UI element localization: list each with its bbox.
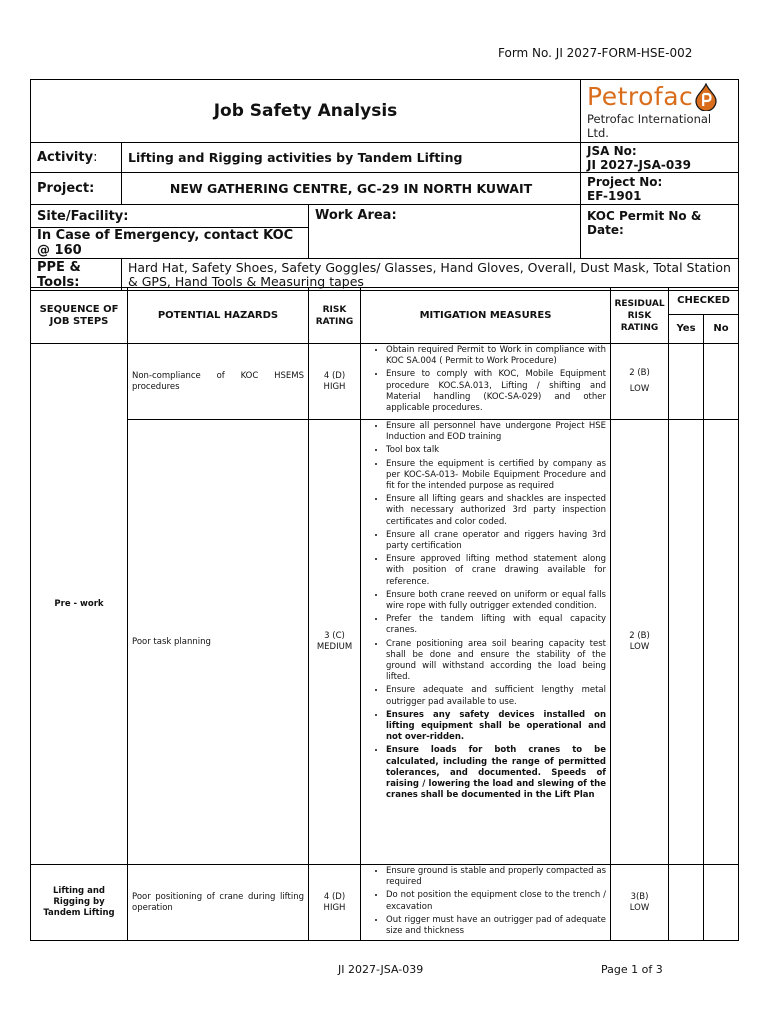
hazard-cell: Poor positioning of crane during lifting operation [128,865,309,941]
footer-document-number: JI 2027-JSA-039 [338,963,424,976]
jsa-table [30,287,739,941]
mitigation-item: • Ensure loads for both cranes to be calculated, including the range of permitted tolerances, and documented. Speeds of raising / lowering the load and slewing of the cranes shall be documented in the Lift Plan [386,745,606,801]
header-table [30,79,739,291]
step-pre-work: Pre - work [31,344,128,865]
logo-subtitle: Petrofac International Ltd. [587,112,712,140]
table-row [31,865,739,941]
work-area-label: Work Area: [309,205,581,259]
checked-no-cell[interactable] [704,865,739,941]
logo-wordmark: Petrofac [587,82,694,111]
header-checked: CHECKED [669,288,739,315]
koc-permit-label: KOC Permit No & Date: [581,205,739,259]
mitigation-item: • Ensure all crane operator and riggers having 3rd party certification [386,530,606,552]
mitigation-item: • Ensures any safety devices installed on lifting equipment shall be operational and not over-ridden. [386,710,606,744]
table-row [31,420,739,865]
mitigation-item: • Ensure both crane reeved on uniform or equal falls wire rope with fully outrigger extended condition. [386,590,606,612]
header-no: No [704,315,739,344]
project-value: NEW GATHERING CENTRE, GC-29 IN NORTH KUWAIT [122,173,581,205]
header-hazards: POTENTIAL HAZARDS [128,288,309,344]
risk-cell: 4 (D) HIGH [309,344,361,420]
mitigation-item: • Ensure all lifting gears and shackles are inspected with necessary authorized 3rd party inspection certificates and color coded. [386,494,606,528]
mitigation-cell [361,420,611,865]
mitigation-item: • Obtain required Permit to Work in compliance with KOC SA.004 ( Permit to Work Procedure) [386,345,606,367]
checked-yes-cell[interactable] [669,865,704,941]
mitigation-item: • Ensure all personnel have undergone Project HSE Induction and EOD training [386,421,606,443]
header-residual: RESIDUAL RISK RATING [611,288,669,344]
hazard-cell: Poor task planning [128,420,309,865]
residual-cell: 2 (B) LOW [611,344,669,420]
mitigation-item: • Ensure the equipment is certified by company as per KOC-SA-013- Mobile Equipment Procedure and fit for the intended purpose as required [386,459,606,493]
header-risk: RISK RATING [309,288,361,344]
header-mitigation: MITIGATION MEASURES [361,288,611,344]
checked-no-cell[interactable] [704,344,739,420]
mitigation-item: • Crane positioning area soil bearing capacity test shall be done and ensure the stability of the ground will withstand according the load being lifted. [386,639,606,684]
ppe-label: PPE & Tools: [31,259,122,291]
risk-cell: 4 (D) HIGH [309,865,361,941]
ppe-value: Hard Hat, Safety Shoes, Safety Goggles/ Glasses, Hand Gloves, Overall, Dust Mask, Total Station & GPS, Hand Tools & Measuring tapes [122,259,739,291]
jsa-number: JSA No: JI 2027-JSA-039 [581,143,739,173]
site-facility-label: Site/Facility: [31,205,309,228]
form-number: Form No. JI 2027-FORM-HSE-002 [498,46,693,60]
table-row [31,344,739,420]
project-label: Project: [31,173,122,205]
residual-cell: 2 (B) LOW [611,420,669,865]
mitigation-item: • Ensure ground is stable and properly compacted as required [386,866,606,888]
project-number: Project No: EF-1901 [581,173,739,205]
header-yes: Yes [669,315,704,344]
footer-page-number: Page 1 of 3 [601,963,663,976]
activity-label: Activity: [31,143,122,173]
activity-value: Lifting and Rigging activities by Tandem Lifting [122,143,581,173]
mitigation-item: • Ensure adequate and sufficient lengthy metal outrigger pad available to use. [386,685,606,707]
hazard-cell: Non-compliance of KOC HSEMS procedures [128,344,309,420]
oil-drop-icon [695,83,717,111]
risk-cell: 3 (C) MEDIUM [309,420,361,865]
emergency-contact: In Case of Emergency, contact KOC @ 160 [31,228,309,259]
mitigation-item: • Out rigger must have an outrigger pad of adequate size and thickness [386,915,606,937]
checked-yes-cell[interactable] [669,420,704,865]
mitigation-item: • Tool box talk [386,445,606,456]
mitigation-cell [361,344,611,420]
company-logo [581,80,739,143]
checked-yes-cell[interactable] [669,344,704,420]
page-title: Job Safety Analysis [31,80,581,143]
residual-cell: 3(B) LOW [611,865,669,941]
step-lifting-rigging: Lifting and Rigging by Tandem Lifting [31,865,128,941]
checked-no-cell[interactable] [704,420,739,865]
header-sequence: SEQUENCE OF JOB STEPS [31,288,128,344]
mitigation-item: • Do not position the equipment close to the trench / excavation [386,890,606,912]
mitigation-item: • Ensure approved lifting method statement along with position of crane drawing available for reference. [386,554,606,588]
mitigation-cell [361,865,611,941]
mitigation-item: • Prefer the tandem lifting with equal capacity cranes. [386,614,606,636]
mitigation-item: • Ensure to comply with KOC, Mobile Equipment procedure KOC.SA.013, Lifting / shifting and Material handling (KOC-SA-029) and other applicable procedures. [386,369,606,414]
